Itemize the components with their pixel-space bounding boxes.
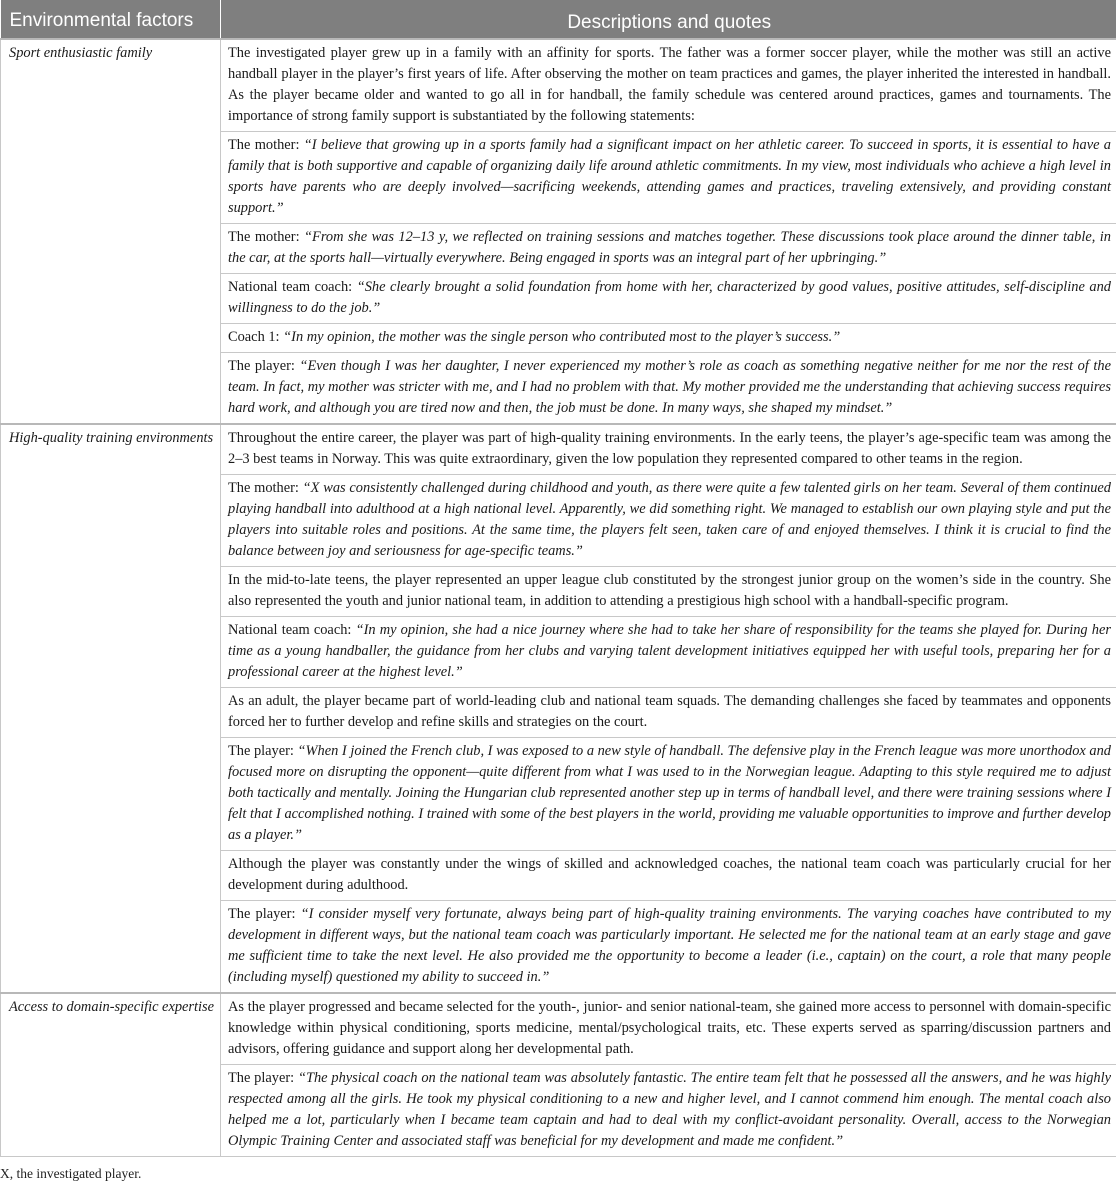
- description-cell: [221, 738, 1116, 851]
- description-cell: [221, 475, 1116, 567]
- speaker-label: The mother:: [228, 137, 304, 153]
- description-cell: [221, 132, 1116, 224]
- description-cell: [221, 688, 1116, 738]
- description-text: As an adult, the player became part of world-leading club and national team squads. The demanding challenges she faced by teammates and opponents forced her to further develop and refine skills and strategies on the court.: [228, 693, 1111, 730]
- quote-text: “In my opinion, the mother was the single person who contributed most to the player’s success.”: [283, 329, 841, 345]
- description-cell: [221, 274, 1116, 324]
- environmental-factor-cell: High-quality training environments: [1, 424, 221, 993]
- description-text: In the mid-to-late teens, the player represented an upper league club constituted by the strongest junior group on the women’s side in the country. She also represented the youth and junior national team, in addition to attending a prestigious high school with a handball-specific program.: [228, 572, 1111, 609]
- table-row: [1, 993, 1116, 1065]
- speaker-label: The mother:: [228, 480, 303, 496]
- quote-text: “When I joined the French club, I was exposed to a new style of handball. The defensive play in the French league was more unorthodox and focused more on disrupting the opponent—quite different from what I was used to in the Norwegian league. Adapting to this style required me to adjust both tactically and mentally. Joining the Hungarian club represented another step up in terms of handball level, and there were training sessions where I felt that I accomplished nothing. I trained with some of the best players in the world, providing me valuable opportunities to improve and further develop as a player.”: [228, 743, 1112, 843]
- description-text: Although the player was constantly under the wings of skilled and acknowledged coaches, the national team coach was particularly crucial for her development during adulthood.: [228, 856, 1111, 893]
- speaker-label: National team coach:: [228, 279, 357, 295]
- quote-text: “Even though I was her daughter, I never experienced my mother’s role as coach as something negative neither for me nor the rest of the team. In fact, my mother was stricter with me, and I had no problem with that. My mother provided me the understanding that achieving success requires hard work, and although you are tired now and then, the job must be done. In many ways, she shaped my mindset.”: [228, 358, 1111, 416]
- table-row: [1, 424, 1116, 475]
- description-cell: [221, 39, 1116, 132]
- table-body: [1, 39, 1116, 1157]
- table-footnote: X, the investigated player.: [0, 1166, 142, 1181]
- speaker-label: The player:: [228, 358, 300, 374]
- table-header-row: [1, 0, 1116, 39]
- environmental-factor-cell: Sport enthusiastic family: [1, 39, 221, 424]
- description-cell: [221, 353, 1116, 425]
- quote-text: “I consider myself very fortunate, always being part of high-quality training environments. The varying coaches have contributed to my development in different ways, but the national team coach was particularly important. He selected me for the national team at an early stage and gave me sufficient time to take the next level. He also provided me the opportunity to become a leader (i.e., captain) on the court, a role that many people (including myself) questioned my ability to succeed in.”: [228, 906, 1111, 985]
- quote-text: “I believe that growing up in a sports family had a significant impact on her athletic career. To succeed in sports, it is essential to have a family that is both supportive and capable of organizing daily life around athletic commitments. In my view, most individuals who achieve a high level in sports have parents who are deeply involved—sacrificing weekends, attending games and practices, traveling extensively, and providing constant support.”: [228, 137, 1111, 216]
- header-environmental-factors: Environmental factors: [1, 0, 221, 39]
- quote-text: “She clearly brought a solid foundation from home with her, characterized by good values, positive attitudes, self-discipline and willingness to do the job.”: [228, 279, 1111, 316]
- description-cell: [221, 224, 1116, 274]
- description-cell: [221, 617, 1116, 688]
- description-cell: [221, 424, 1116, 475]
- description-text: Throughout the entire career, the player was part of high-quality training environments. In the early teens, the player’s age-specific team was among the 2–3 best teams in Norway. This was quite extraordinary, given the low population they represented compared to other teams in the region.: [228, 430, 1111, 467]
- speaker-label: The player:: [228, 1070, 298, 1086]
- description-cell: [221, 567, 1116, 617]
- header-descriptions-and-quotes: Descriptions and quotes: [221, 0, 1116, 39]
- environmental-factor-cell: Access to domain-specific expertise: [1, 993, 221, 1157]
- description-cell: [221, 901, 1116, 994]
- description-text: The investigated player grew up in a family with an affinity for sports. The father was a former soccer player, while the mother was still an active handball player in the player’s first years of life. After observing the mother on team practices and games, the player inherited the interested in handball. As the player became older and wanted to go all in for handball, the family schedule was centered around practices, games and tournaments. The importance of strong family support is substantiated by the following statements:: [228, 45, 1111, 124]
- quote-text: “In my opinion, she had a nice journey where she had to take her share of responsibility for the teams she played for. During her time as a young handballer, the guidance from her clubs and varying talent development initiatives equipped her with useful tools, preparing her for a professional career at the highest level.”: [228, 622, 1111, 680]
- description-cell: [221, 1065, 1116, 1157]
- description-cell: [221, 993, 1116, 1065]
- speaker-label: The mother:: [228, 229, 305, 245]
- speaker-label: Coach 1:: [228, 329, 284, 345]
- quote-text: “From she was 12–13 y, we reflected on training sessions and matches together. These discussions took place around the dinner table, in the car, at the sports hall—virtually everywhere. Being engaged in sports was an integral part of her upbringing.”: [228, 229, 1111, 266]
- speaker-label: The player:: [228, 906, 301, 922]
- table-row: [1, 39, 1116, 132]
- description-cell: [221, 851, 1116, 901]
- quote-text: “The physical coach on the national team was absolutely fantastic. The entire team felt that he possessed all the answers, and he was highly respected among all the girls. He took my physical conditioning to a new and higher level, and I cannot commend him enough. The mental coach also helped me a lot, particularly when I became team captain and had to deal with my conflict-avoidant personality. Overall, access to the Norwegian Olympic Training Center and associated staff was beneficial for my development and made me confident.”: [228, 1070, 1112, 1149]
- description-cell: [221, 324, 1116, 353]
- description-text: As the player progressed and became selected for the youth-, junior- and senior national-team, she gained more access to personnel with domain-specific knowledge within physical conditioning, sports medicine, mental/psychological traits, etc. These experts served as sparring/discussion partners and advisors, offering guidance and support along her developmental path.: [228, 999, 1111, 1057]
- speaker-label: The player:: [228, 743, 298, 759]
- speaker-label: National team coach:: [228, 622, 356, 638]
- quote-text: “X was consistently challenged during childhood and youth, as there were quite a few talented girls on her team. Several of them continued playing handball into adulthood at a high national level. Apparently, we did something right. We managed to establish our own playing style and put the players into suitable roles and positions. At the same time, the players felt seen, taken care of and enjoyed themselves. I think it is crucial to find the balance between joy and seriousness for age-specific teams.”: [228, 480, 1111, 559]
